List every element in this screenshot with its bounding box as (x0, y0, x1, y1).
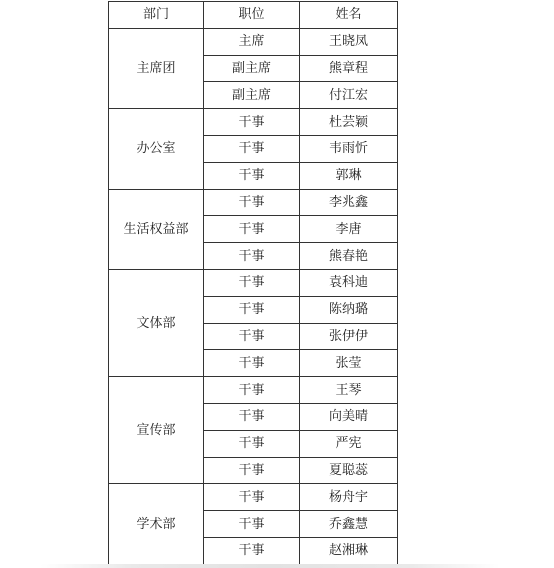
position-cell: 干事 (204, 350, 300, 377)
position-cell: 干事 (204, 511, 300, 538)
name-cell: 李兆鑫 (300, 189, 398, 216)
name-cell: 向美晴 (300, 403, 398, 430)
position-cell: 干事 (204, 109, 300, 136)
name-cell: 熊章程 (300, 55, 398, 82)
name-cell: 赵湘琳 (300, 537, 398, 564)
name-cell: 严宪 (300, 430, 398, 457)
position-cell: 干事 (204, 403, 300, 430)
department-cell: 宣传部 (109, 377, 204, 484)
position-cell: 干事 (204, 269, 300, 296)
table-row (109, 269, 398, 296)
position-cell: 干事 (204, 296, 300, 323)
position-cell: 副主席 (204, 55, 300, 82)
table-row (109, 28, 398, 55)
table-row (109, 377, 398, 404)
position-cell: 干事 (204, 537, 300, 564)
header-position: 职位 (204, 2, 300, 29)
position-cell: 干事 (204, 189, 300, 216)
table-row (109, 189, 398, 216)
position-cell: 副主席 (204, 82, 300, 109)
roster-body (109, 28, 398, 564)
department-cell: 文体部 (109, 269, 204, 376)
position-cell: 干事 (204, 162, 300, 189)
position-cell: 干事 (204, 484, 300, 511)
roster-table (108, 1, 398, 565)
name-cell: 张伊伊 (300, 323, 398, 350)
position-cell: 干事 (204, 323, 300, 350)
name-cell: 郭琳 (300, 162, 398, 189)
department-cell: 主席团 (109, 28, 204, 108)
position-cell: 干事 (204, 135, 300, 162)
department-cell: 办公室 (109, 109, 204, 189)
position-cell: 干事 (204, 430, 300, 457)
department-cell: 生活权益部 (109, 189, 204, 269)
table-row (109, 484, 398, 511)
name-cell: 张莹 (300, 350, 398, 377)
roster-header (109, 2, 398, 29)
name-cell: 杜芸颖 (300, 109, 398, 136)
department-cell: 学术部 (109, 484, 204, 564)
name-cell: 熊春艳 (300, 243, 398, 270)
name-cell: 王琴 (300, 377, 398, 404)
table-row (109, 109, 398, 136)
name-cell: 乔鑫慧 (300, 511, 398, 538)
name-cell: 王晓凤 (300, 28, 398, 55)
position-cell: 干事 (204, 243, 300, 270)
header-row (109, 2, 398, 29)
name-cell: 李唐 (300, 216, 398, 243)
bottom-edge-shadow (40, 564, 500, 568)
position-cell: 干事 (204, 377, 300, 404)
name-cell: 陈纳璐 (300, 296, 398, 323)
position-cell: 主席 (204, 28, 300, 55)
name-cell: 袁科迪 (300, 269, 398, 296)
header-department: 部门 (109, 2, 204, 29)
header-name: 姓名 (300, 2, 398, 29)
name-cell: 杨舟宇 (300, 484, 398, 511)
name-cell: 夏聪蕊 (300, 457, 398, 484)
position-cell: 干事 (204, 216, 300, 243)
name-cell: 韦雨忻 (300, 135, 398, 162)
name-cell: 付江宏 (300, 82, 398, 109)
position-cell: 干事 (204, 457, 300, 484)
